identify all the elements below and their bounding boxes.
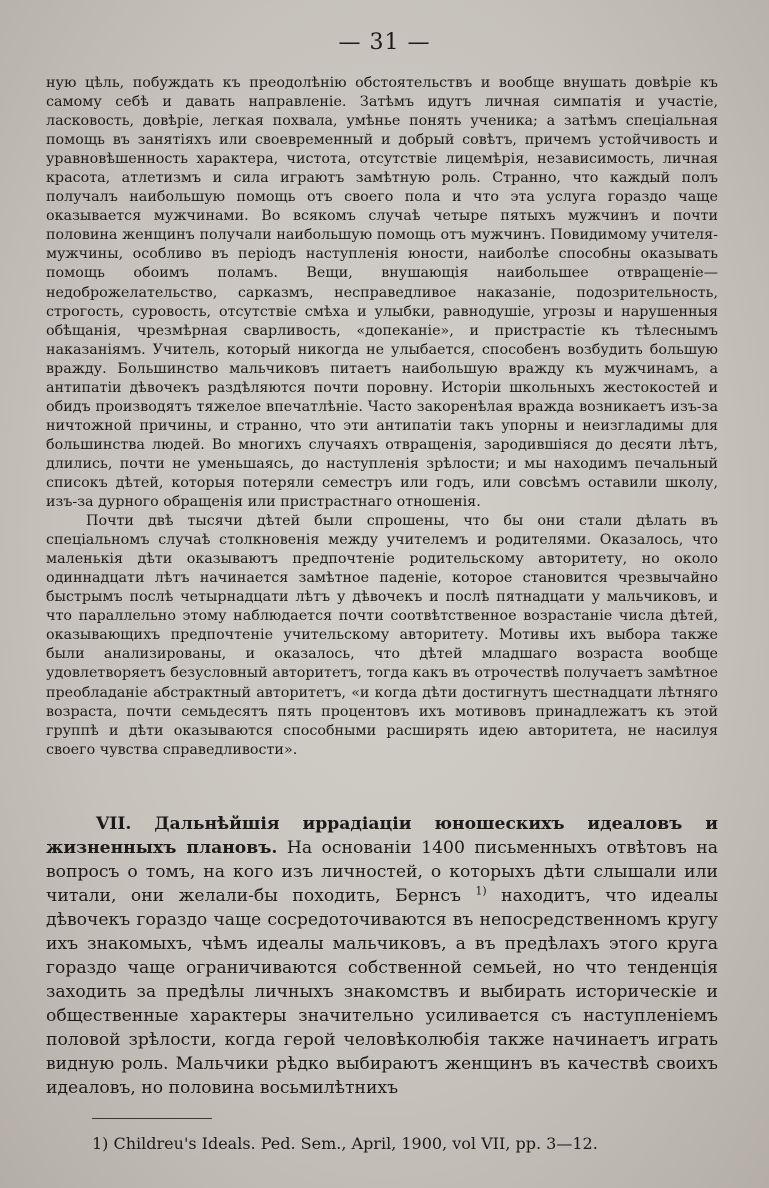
page-number: — 31 — bbox=[338, 30, 431, 55]
section-heading: VII. Дальнѣйшія иррадіаціи юношескихъ идеаловъ и жизненныхъ плановъ. bbox=[46, 814, 718, 858]
paragraph-teacher-influence: ную цѣль, побуждать къ преодолѣнію обстоятельствъ и вообще внушать довѣріе къ самому себѣ и давать направленіе. Затѣмъ идутъ личная симпатія и участіе, ласковость, довѣріе, легкая похвала, умѣнье понять ученика; а затѣмъ спеціальная помощь въ занятіяхъ или своевременный и добрый совѣтъ, причемъ устойчивость и уравновѣшенность характера, чистота, отсутствіе лицемѣрія, независимость, личная красота, атлетизмъ и сила играютъ замѣтную роль. Странно, что каждый полъ получалъ наибольшую помощь отъ своего пола и что эта услуга гораздо чаще оказывается мужчинами. Во всякомъ случаѣ четыре пятыхъ мужчинъ и почти половина женщинъ получали наибольшую помощь отъ мужчинъ. Повидимому учителя-мужчины, особливо въ періодъ наступленія юности, наиболѣе способны оказывать помощь обоимъ поламъ. Вещи, внушающія наибольшее отвращеніе—недоброжелательство, сарказмъ, несправедливое наказаніе, подозрительность, строгость, суровость, отсутствіе смѣха и улыбки, равнодушіе, угрозы и нарушенныя обѣщанія, чрезмѣрная сварливость, «допеканіе», и пристрастіе къ тѣлеснымъ наказаніямъ. Учитель, который никогда не улыбается, способенъ возбудить большую вражду. Большинство мальчиковъ питаетъ наибольшую вражду къ мужчинамъ, а антипатіи дѣвочекъ раздѣляются почти поровну. Исторіи школьныхъ жестокостей и обидъ производятъ тяжелое впечатлѣніе. Часто закоренѣлая вражда возникаетъ изъ-за ничтожной причины, и странно, что эти антипатіи такъ упорны и неизгладимы для большинства людей. Во многихъ случаяхъ отвращенія, зародившіяся до десяти лѣтъ, длились, почти не уменьшаясь, до наступленія зрѣлости; и мы находимъ печальный списокъ дѣтей, которыя потеряли семестръ или годъ, или совсѣмъ оставили школу, изъ-за дурного обращенія или пристрастнаго отношенія. bbox=[46, 75, 718, 511]
section-vii bbox=[46, 812, 718, 1100]
main-text bbox=[46, 74, 718, 760]
paragraph-authority-conflict: Почти двѣ тысячи дѣтей были спрошены, что бы они стали дѣлать въ спеціальномъ случаѣ столкновенія между учителемъ и родителями. Оказалось, что маленькія дѣти оказываютъ предпочтеніе родительскому авторитету, но около одиннадцати лѣтъ начинается замѣтное паденіе, которое становится чрезвычайно быстрымъ послѣ четырнадцати лѣтъ у дѣвочекъ и послѣ пятнадцати у мальчиковъ, и что параллельно этому наблюдается почти соотвѣтственное возрастаніе числа дѣтей, оказывающихъ предпочтеніе учительскому авторитету. Мотивы ихъ выбора также были анализированы, и оказалось, что дѣтей младшаго возраста вообще удовлетворяетъ безусловный авторитетъ, тогда какъ въ отрочествѣ получаетъ замѣтное преобладаніе абстрактный авторитетъ, «и когда дѣти достигнутъ шестнадцати лѣтняго возраста, почти семьдесятъ пять процентовъ ихъ мотивовъ принадлежатъ къ этой группѣ и дѣти оказываются способными расширять идею авторитета, не насилуя своего чувства справедливости». bbox=[46, 513, 718, 758]
footnote: 1) Childreu's Ideals. Ped. Sem., April, 1900, vol VII, pp. 3—12. bbox=[92, 1134, 598, 1153]
section-text-start: На основаніи 1400 письменныхъ отвѣтовъ на вопросъ о томъ, на кого изъ личностей, о которыхъ дѣти слышали или читали, они желали-бы походить, Бернсъ bbox=[46, 838, 718, 906]
section-text-end: находитъ, что идеалы дѣвочекъ гораздо чаще сосредоточиваются въ непосредственномъ кругу ихъ знакомыхъ, чѣмъ идеалы мальчиковъ, а въ предѣлахъ этого круга гораздо чаще ограничиваются собственной семьей, но что тенденція заходить за предѣлы личныхъ знакомствъ и выбирать историческіе и общественные характеры значительно усиливается съ наступленіемъ половой зрѣлости, когда герой человѣколюбія также начинаетъ играть видную роль. Мальчики рѣдко выбираютъ женщинъ въ качествѣ своихъ идеаловъ, но половина восьмилѣтнихъ bbox=[46, 886, 719, 1098]
footnote-reference: 1) bbox=[475, 884, 487, 898]
footnote-divider bbox=[92, 1118, 212, 1119]
